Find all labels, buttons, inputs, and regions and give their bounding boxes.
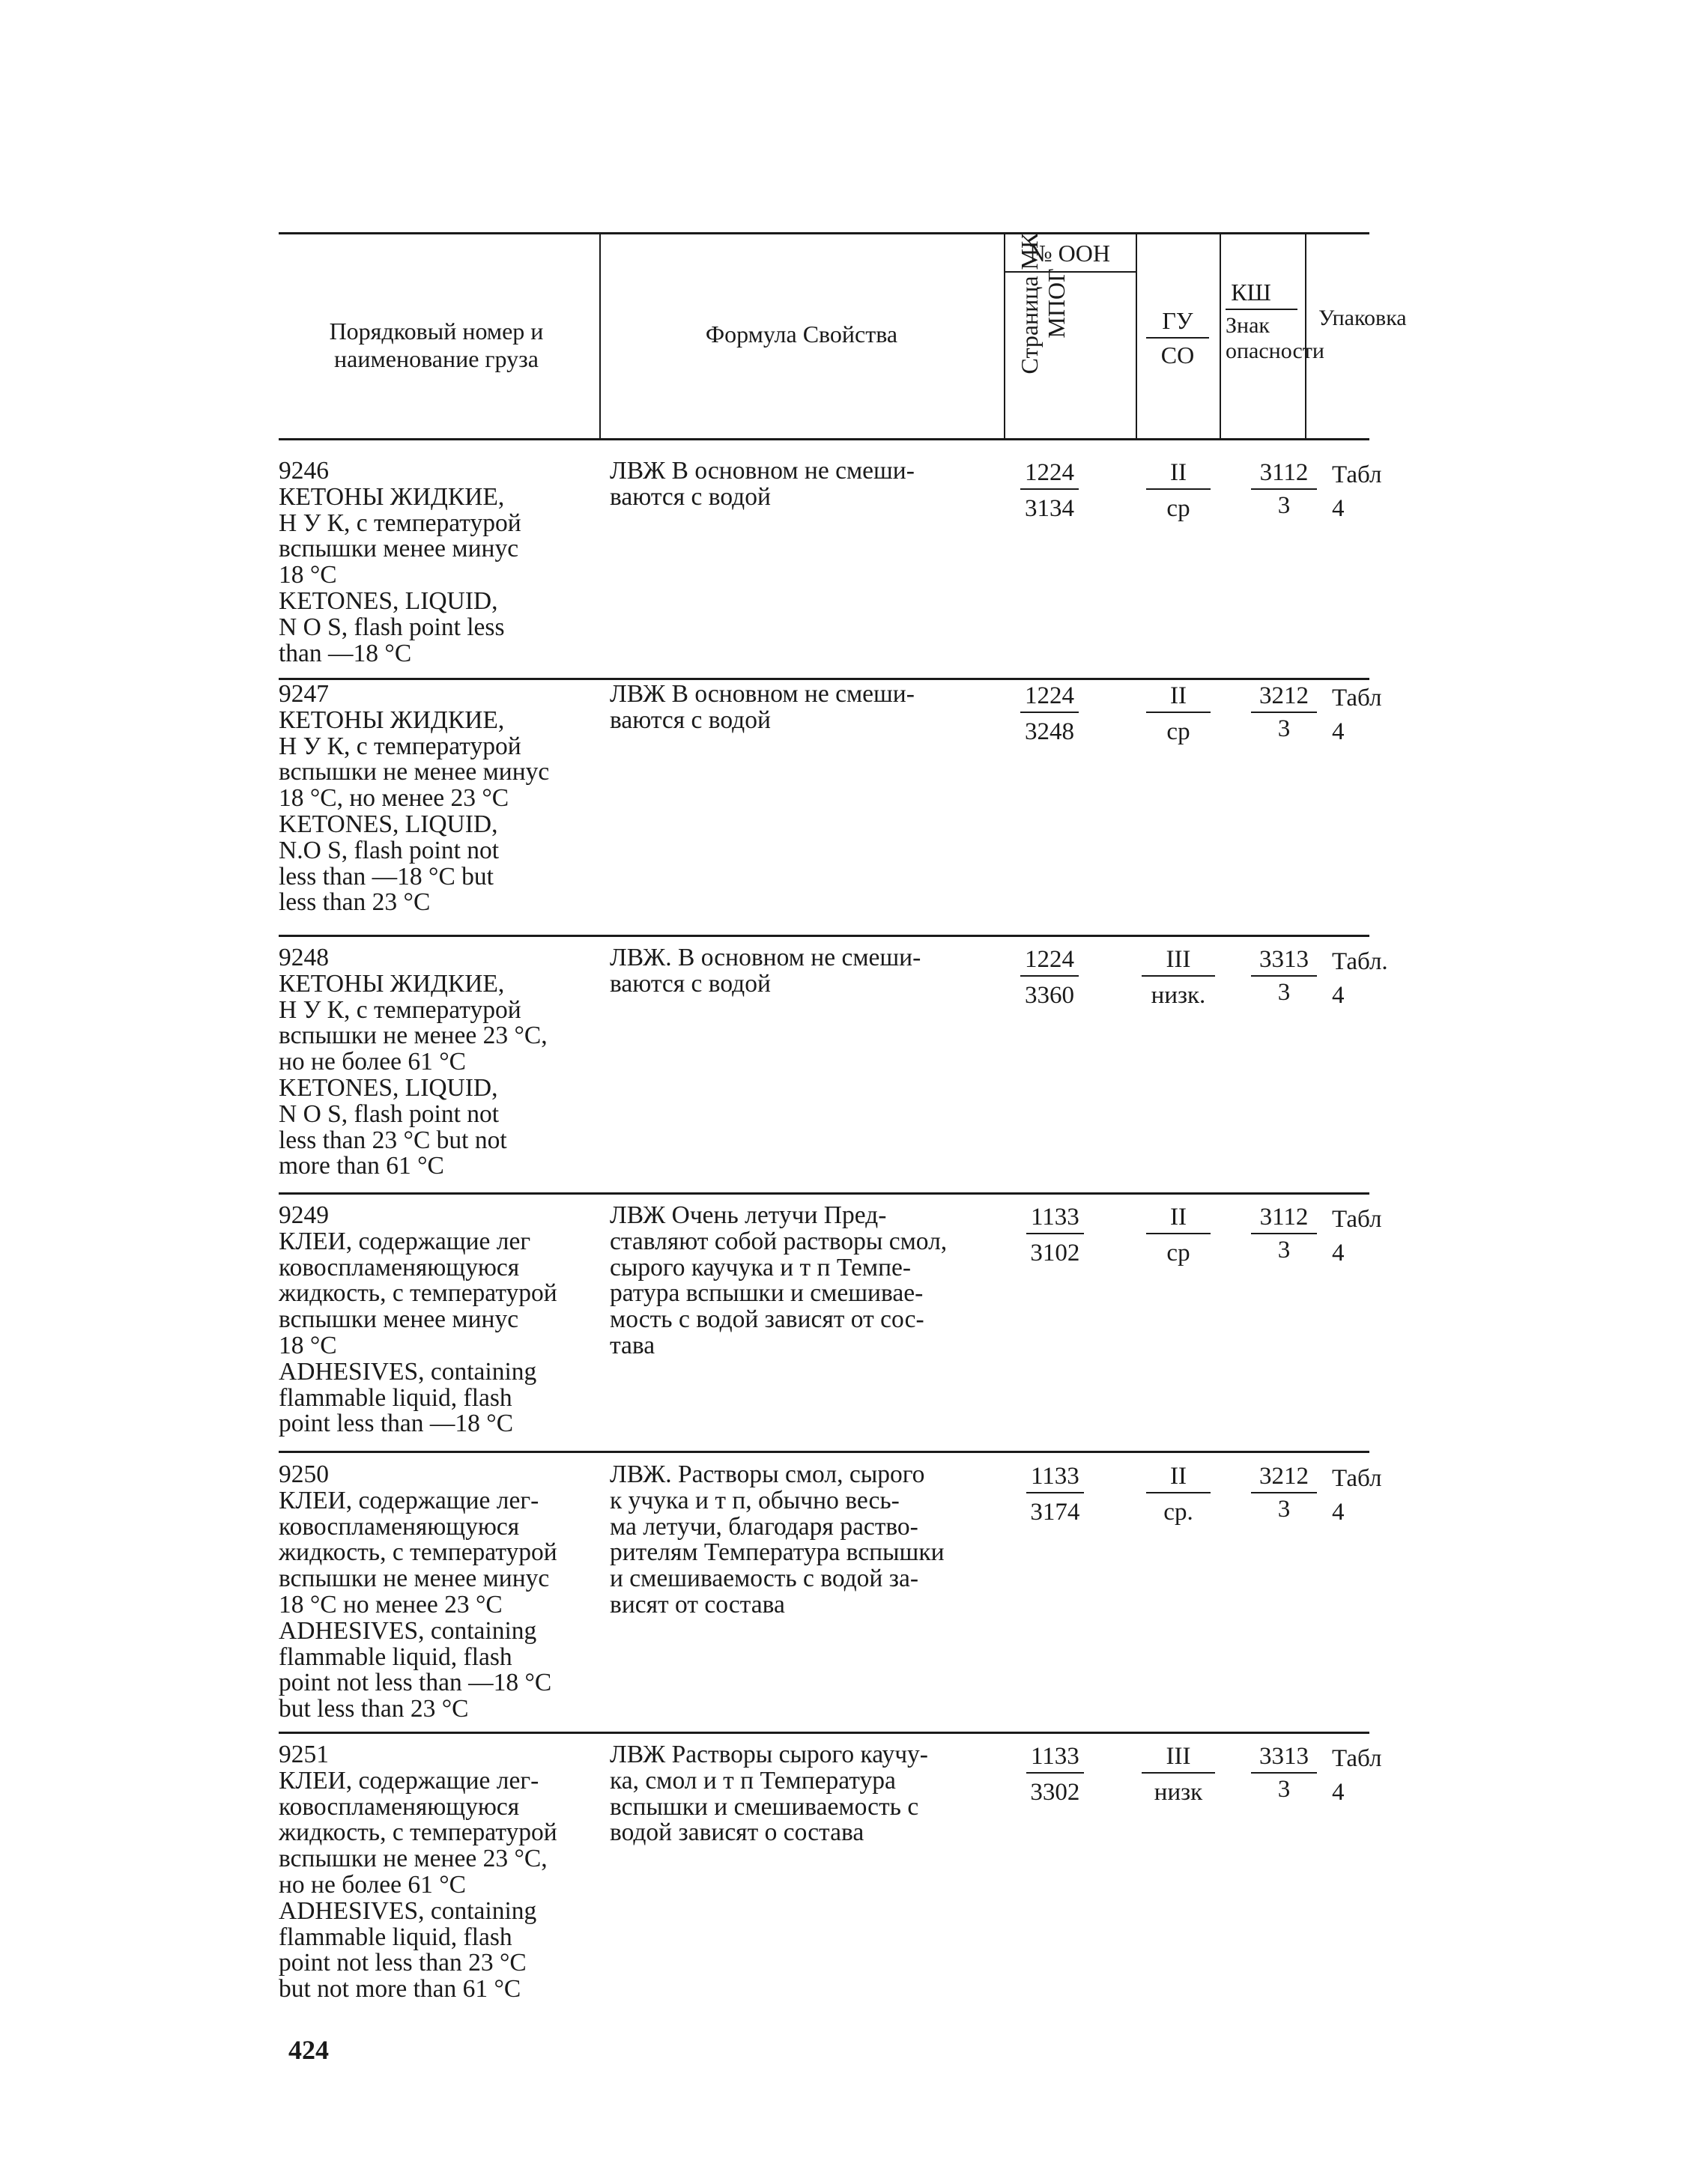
cargo-line: point not less than —18 °С: [279, 1669, 552, 1697]
un-page-cell: [1020, 945, 1079, 1010]
cargo-line: но не более 61 °С: [279, 1048, 467, 1076]
packing-label: Табл: [1332, 1206, 1382, 1233]
cargo-line: но не более 61 °С: [279, 1870, 467, 1899]
cargo-name-cell: [279, 1742, 610, 2003]
properties-line: рителям Температура вспышки: [610, 1538, 945, 1567]
properties-line: ма летучи, благодаря раство-: [610, 1512, 918, 1541]
packing-label: Табл: [1332, 685, 1382, 712]
properties-line: водой зависят о состава: [610, 1819, 864, 1847]
gu-co-cell: [1146, 458, 1211, 523]
co-value: ср: [1166, 1240, 1190, 1267]
header-col-page: Страница МК МПОГ: [1016, 232, 1070, 374]
cargo-line: 18 °С, но менее 23 °С: [279, 784, 509, 813]
un-page-cell: [1026, 1742, 1084, 1807]
header-col-packing: Упаковка: [1318, 306, 1407, 330]
cargo-line: вспышки менее минус: [279, 1305, 519, 1334]
properties-cell: [610, 1462, 1007, 1619]
properties-line: висят от состава: [610, 1590, 785, 1619]
cargo-line: КЛЕИ, содержащие лег: [279, 1227, 531, 1255]
gu-value: III: [1142, 1742, 1215, 1774]
mk-page: 3360: [1025, 982, 1074, 1009]
cargo-line: 18 °С: [279, 1331, 337, 1359]
properties-line: ЛВЖ В основном не смеши-: [610, 680, 915, 708]
co-value: ср.: [1163, 1499, 1193, 1526]
row-separator: [279, 935, 1369, 937]
packing-cell: [1332, 945, 1388, 1013]
cargo-line: less than —18 °С but: [279, 862, 494, 891]
ksh-value: 3212: [1251, 682, 1317, 713]
properties-cell: [610, 458, 1007, 511]
un-page-cell: [1026, 1462, 1084, 1526]
packing-number: 4: [1332, 718, 1345, 745]
properties-cell: [610, 682, 1007, 734]
cargo-line: point less than —18 °С: [279, 1410, 514, 1438]
properties-line: вспышки и смешиваемость с: [610, 1792, 919, 1821]
gu-co-cell: [1146, 682, 1211, 746]
properties-line: сырого каучука и т п Темпе-: [610, 1253, 912, 1281]
row-separator: [279, 1192, 1369, 1195]
hazard-sign-value: 3: [1277, 492, 1291, 519]
un-page-cell: [1020, 682, 1079, 746]
mk-page: 3134: [1025, 495, 1074, 522]
properties-line: тава: [610, 1331, 655, 1359]
packing-number: 4: [1332, 1499, 1345, 1526]
properties-cell: [610, 945, 1007, 998]
un-number: 1224: [1020, 682, 1079, 713]
properties-line: ка, смол и т п Температура: [610, 1766, 896, 1795]
properties-cell: [610, 1742, 1007, 1846]
un-number: 1133: [1026, 1462, 1084, 1493]
un-page-cell: [1026, 1203, 1084, 1267]
cargo-line: ADHESIVES, containing: [279, 1357, 537, 1386]
cargo-line: КЛЕИ, содержащие лег-: [279, 1766, 539, 1795]
gu-value: II: [1146, 1462, 1211, 1493]
header-divider: [599, 234, 601, 438]
ksh-value: 3313: [1251, 945, 1317, 977]
cargo-line: Н У К, с температурой: [279, 509, 521, 537]
cargo-line: 9247: [279, 680, 329, 708]
header-ksh-rule: [1226, 309, 1297, 310]
gu-value: II: [1146, 458, 1211, 490]
cargo-name-cell: [279, 1462, 610, 1723]
hazard-sign-value: 3: [1277, 715, 1291, 742]
header-divider: [1305, 234, 1306, 438]
hazard-sign-value: 3: [1277, 979, 1291, 1006]
header-divider: [1136, 234, 1137, 438]
cargo-line: 18 °С но менее 23 °С: [279, 1590, 503, 1619]
header-col-gu: ГУ: [1162, 307, 1193, 334]
properties-line: ставляют собой растворы смол,: [610, 1227, 948, 1255]
cargo-line: 9251: [279, 1741, 329, 1768]
cargo-line: ковоспламеняющуюся: [279, 1253, 520, 1281]
cargo-line: жидкость, с температурой: [279, 1538, 557, 1567]
co-value: ср: [1166, 718, 1190, 745]
properties-line: и смешиваемость с водой за-: [610, 1565, 918, 1593]
cargo-line: N O S, flash point less: [279, 613, 505, 641]
properties-line: ЛВЖ Растворы сырого каучу-: [610, 1741, 928, 1768]
mk-page: 3248: [1025, 718, 1074, 745]
header-col-un-number: № ООН: [1029, 240, 1110, 267]
cargo-line: flammable liquid, flash: [279, 1642, 512, 1671]
properties-line: ратура вспышки и смешивае-: [610, 1279, 924, 1308]
ksh-value: 3313: [1251, 1742, 1317, 1774]
packing-cell: [1332, 1742, 1381, 1810]
packing-cell: [1332, 1462, 1381, 1529]
un-number: 1133: [1026, 1203, 1084, 1234]
cargo-line: KETONES, LIQUID,: [279, 1073, 498, 1102]
cargo-line: 9250: [279, 1460, 329, 1488]
properties-line: ЛВЖ В основном не смеши-: [610, 457, 915, 485]
cargo-line: Н У К, с температурой: [279, 732, 521, 760]
header-col-hazard-sign: Знак опасности: [1226, 313, 1324, 363]
properties-line: ЛВЖ. В основном не смеши-: [610, 944, 921, 971]
cargo-line: жидкость, с температурой: [279, 1819, 557, 1847]
header-col-co: СО: [1160, 342, 1195, 368]
row-separator: [279, 1451, 1369, 1453]
cargo-line: вспышки не менее 23 °С,: [279, 1022, 548, 1050]
cargo-line: 18 °С: [279, 561, 337, 589]
gu-co-cell: [1146, 1203, 1211, 1267]
mk-page: 3102: [1030, 1240, 1080, 1267]
properties-cell: [610, 1203, 1007, 1359]
properties-line: мость с водой зависят от сос-: [610, 1305, 924, 1334]
properties-line: к учука и т п, обычно весь-: [610, 1486, 900, 1514]
co-value: низк.: [1151, 982, 1206, 1009]
cargo-name-cell: [279, 458, 610, 667]
cargo-line: flammable liquid, flash: [279, 1923, 512, 1951]
cargo-name-cell: [279, 945, 610, 1180]
cargo-name-cell: [279, 682, 610, 916]
cargo-line: less than 23 °С but not: [279, 1126, 507, 1154]
properties-line: ваются с водой: [610, 969, 771, 998]
gu-value: II: [1146, 1203, 1211, 1234]
packing-label: Табл: [1332, 1465, 1382, 1492]
properties-line: ваются с водой: [610, 706, 771, 734]
packing-number: 4: [1332, 1240, 1345, 1267]
packing-cell: [1332, 1203, 1381, 1270]
cargo-line: but less than 23 °С: [279, 1695, 469, 1723]
cargo-line: вспышки менее минус: [279, 535, 519, 563]
cargo-line: вспышки не менее минус: [279, 1565, 550, 1593]
cargo-line: вспышки не менее 23 °С,: [279, 1845, 548, 1873]
cargo-line: KETONES, LIQUID,: [279, 586, 498, 615]
packing-cell: [1332, 458, 1381, 526]
cargo-line: жидкость, с температурой: [279, 1279, 557, 1308]
un-number: 1133: [1026, 1742, 1084, 1774]
cargo-line: than —18 °С: [279, 639, 412, 667]
header-col-properties: Формула Свойства: [705, 321, 898, 348]
gu-co-cell: [1142, 1742, 1215, 1807]
cargo-line: more than 61 °С: [279, 1152, 444, 1180]
ksh-value: 3112: [1251, 1203, 1317, 1234]
un-number: 1224: [1020, 458, 1079, 490]
ksh-value: 3212: [1251, 1462, 1317, 1493]
properties-line: ваются с водой: [610, 482, 771, 511]
cargo-line: point not less than 23 °С: [279, 1949, 527, 1977]
cargo-name-cell: [279, 1203, 610, 1437]
page-number: 424: [288, 2035, 329, 2065]
cargo-line: КЕТОНЫ ЖИДКИЕ,: [279, 969, 505, 998]
un-page-cell: [1020, 458, 1079, 523]
properties-line: ЛВЖ. Растворы смол, сырого: [610, 1460, 925, 1488]
co-value: ср: [1166, 495, 1190, 522]
cargo-line: ковоспламеняющуюся: [279, 1792, 520, 1821]
cargo-line: N.O S, flash point not: [279, 836, 500, 864]
header-col-ksh: КШ: [1231, 279, 1271, 306]
gu-co-cell: [1142, 945, 1215, 1010]
cargo-line: N O S, flash point not: [279, 1099, 500, 1128]
cargo-line: КЕТОНЫ ЖИДКИЕ,: [279, 482, 505, 511]
cargo-line: 9249: [279, 1201, 329, 1229]
gu-value: III: [1142, 945, 1215, 977]
packing-label: Табл: [1332, 1745, 1382, 1772]
gu-value: II: [1146, 682, 1211, 713]
cargo-line: ADHESIVES, containing: [279, 1896, 537, 1925]
header-divider: [1220, 234, 1221, 438]
packing-label: Табл.: [1332, 948, 1388, 975]
header-col-cargo: Порядковый номер и наименование груза: [329, 318, 544, 372]
header-bottom-rule: [279, 438, 1369, 440]
ksh-value: 3112: [1251, 458, 1317, 490]
cargo-line: КЛЕИ, содержащие лег-: [279, 1486, 539, 1514]
hazard-sign-value: 3: [1277, 1776, 1291, 1803]
cargo-line: вспышки не менее минус: [279, 758, 550, 786]
cargo-line: 9248: [279, 944, 329, 971]
cargo-line: KETONES, LIQUID,: [279, 810, 498, 838]
packing-number: 4: [1332, 495, 1345, 522]
cargo-line: ковоспламеняющуюся: [279, 1512, 520, 1541]
packing-label: Табл: [1332, 461, 1382, 488]
cargo-line: less than 23 °С: [279, 888, 431, 917]
packing-cell: [1332, 682, 1381, 749]
cargo-line: but not more than 61 °С: [279, 1975, 521, 2003]
properties-line: ЛВЖ Очень летучи Пред-: [610, 1201, 887, 1229]
mk-page: 3302: [1030, 1779, 1080, 1806]
cargo-line: ADHESIVES, containing: [279, 1616, 537, 1645]
co-value: низк: [1154, 1779, 1203, 1806]
header-gu-frac-rule: [1146, 337, 1209, 339]
hazard-sign-value: 3: [1277, 1237, 1291, 1264]
gu-co-cell: [1146, 1462, 1211, 1526]
header-top-rule: [279, 232, 1369, 234]
hazard-sign-value: 3: [1277, 1496, 1291, 1523]
mk-page: 3174: [1030, 1499, 1080, 1526]
cargo-line: Н У К, с температурой: [279, 995, 521, 1024]
un-number: 1224: [1020, 945, 1079, 977]
cargo-line: 9246: [279, 457, 329, 485]
row-separator: [279, 1732, 1369, 1734]
cargo-line: flammable liquid, flash: [279, 1383, 512, 1412]
packing-number: 4: [1332, 1779, 1345, 1806]
packing-number: 4: [1332, 982, 1345, 1009]
cargo-line: КЕТОНЫ ЖИДКИЕ,: [279, 706, 505, 734]
